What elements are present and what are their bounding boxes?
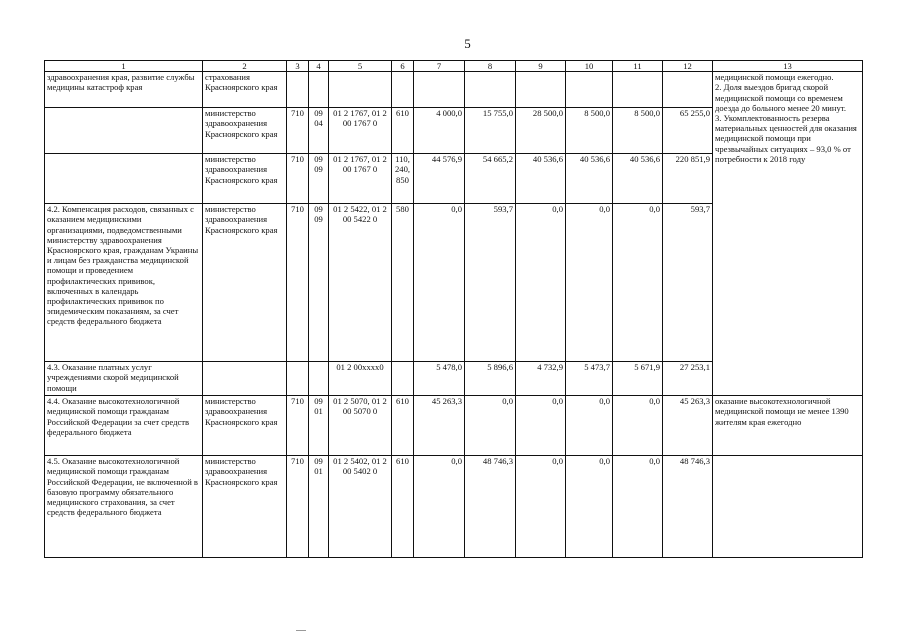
cell-col-1: [45, 154, 203, 204]
cell-col-10: 40 536,6: [566, 154, 613, 204]
cell-col-11: 0,0: [613, 204, 663, 362]
column-header-5: 5: [329, 61, 392, 72]
cell-col-6: [392, 362, 414, 396]
cell-col-11: 8 500,0: [613, 108, 663, 154]
cell-col-1: 4.3. Оказание платных услуг учреждениями скорой медицинской помощи: [45, 362, 203, 396]
page-number: 5: [464, 36, 471, 51]
cell-col-3: 710: [287, 108, 309, 154]
cell-col-1: 4.2. Компенсация расходов, связанных с оказанием медицинскими организациями, подведомственными министерству здравоохранения Красноярского края, гражданам Украины и лицам без гражданства медицинской помощи и проведением профилактических прививок, включенных в календарь профилактических прививок по эпидемическим показаниям, за счет средств федерального бюджета: [45, 204, 203, 362]
cell-col-11: 5 671,9: [613, 362, 663, 396]
cell-col-4: 09 01: [309, 456, 329, 558]
cell-col-2: страхования Красноярского края: [203, 72, 287, 108]
cell-col-2: министерство здравоохранения Красноярского края: [203, 154, 287, 204]
cell-col-11: [613, 72, 663, 108]
cell-col-4: 09 09: [309, 154, 329, 204]
cell-col-10: 0,0: [566, 396, 613, 456]
cell-col-12: 65 255,0: [663, 108, 713, 154]
cell-col-11: 0,0: [613, 396, 663, 456]
cell-col-10: 0,0: [566, 456, 613, 558]
column-header-4: 4: [309, 61, 329, 72]
cell-col-6: 610: [392, 456, 414, 558]
cell-col-4: [309, 362, 329, 396]
cell-col-9: 0,0: [516, 204, 566, 362]
cell-col-7: 45 263,3: [414, 396, 465, 456]
cell-col-4: 09 01: [309, 396, 329, 456]
cell-col-7: 0,0: [414, 204, 465, 362]
cell-col-12: 27 253,1: [663, 362, 713, 396]
cell-col-7: 0,0: [414, 456, 465, 558]
cell-col-8: 593,7: [465, 204, 516, 362]
cell-col-5: [329, 72, 392, 108]
cell-col-6: 610: [392, 396, 414, 456]
cell-col-6: 610: [392, 108, 414, 154]
column-header-3: 3: [287, 61, 309, 72]
cell-col-5: 01 2 5402, 01 2 00 5402 0: [329, 456, 392, 558]
cell-col-1: [45, 108, 203, 154]
indicators-cell: медицинской помощи ежегодно. 2. Доля выездов бригад скорой медицинской помощи со временем доезда до больного менее 20 минут. 3. Укомплектованность резерва материальных ценностей для оказания медицинской помощи при чрезвычайных ситуациях – 93,0 % от потребности к 2018 году: [713, 72, 863, 396]
cell-col-6: [392, 72, 414, 108]
cell-col-6: 580: [392, 204, 414, 362]
cell-col-5: 01 2 1767, 01 2 00 1767 0: [329, 154, 392, 204]
cell-col-10: 8 500,0: [566, 108, 613, 154]
column-header-12: 12: [663, 61, 713, 72]
table-row: [45, 456, 863, 558]
cell-col-12: 220 851,9: [663, 154, 713, 204]
cell-col-8: 15 755,0: [465, 108, 516, 154]
column-header-11: 11: [613, 61, 663, 72]
cell-col-7: 4 000,0: [414, 108, 465, 154]
table-header-row: [45, 61, 863, 72]
cell-col-11: 0,0: [613, 456, 663, 558]
cell-col-13: [713, 456, 863, 558]
cell-col-3: [287, 362, 309, 396]
cell-col-9: 0,0: [516, 456, 566, 558]
column-header-13: 13: [713, 61, 863, 72]
cell-col-12: 45 263,3: [663, 396, 713, 456]
cell-col-12: 593,7: [663, 204, 713, 362]
cell-col-3: 710: [287, 396, 309, 456]
cell-col-1: 4.5. Оказание высокотехнологичной медицинской помощи гражданам Российской Федерации, не включенной в базовую программу обязательного медицинского страхования, за счет средств федерального бюджета: [45, 456, 203, 558]
cell-col-2: министерство здравоохранения Красноярского края: [203, 396, 287, 456]
cell-col-13: оказание высокотехнологичной медицинской помощи не менее 1390 жителям края ежегодно: [713, 396, 863, 456]
column-header-7: 7: [414, 61, 465, 72]
cell-col-9: 28 500,0: [516, 108, 566, 154]
column-header-10: 10: [566, 61, 613, 72]
cell-col-1: здравоохранения края, развитие службы медицины катастроф края: [45, 72, 203, 108]
column-header-8: 8: [465, 61, 516, 72]
cell-col-4: 09 09: [309, 204, 329, 362]
cell-col-9: 40 536,6: [516, 154, 566, 204]
cell-col-8: 48 746,3: [465, 456, 516, 558]
cell-col-8: [465, 72, 516, 108]
cell-col-4: [309, 72, 329, 108]
cell-col-3: 710: [287, 154, 309, 204]
table-row: [45, 396, 863, 456]
cell-col-9: [516, 72, 566, 108]
cell-col-3: 710: [287, 456, 309, 558]
cell-col-10: 5 473,7: [566, 362, 613, 396]
cell-col-2: министерство здравоохранения Красноярского края: [203, 204, 287, 362]
cell-col-3: [287, 72, 309, 108]
cell-col-2: министерство здравоохранения Красноярского края: [203, 108, 287, 154]
cell-col-10: [566, 72, 613, 108]
cell-col-2: министерство здравоохранения Красноярского края: [203, 456, 287, 558]
cell-col-5: 01 2 00xxxx0: [329, 362, 392, 396]
column-header-9: 9: [516, 61, 566, 72]
cell-col-11: 40 536,6: [613, 154, 663, 204]
cell-col-10: 0,0: [566, 204, 613, 362]
table-row: [45, 72, 863, 108]
scan-mark: [296, 630, 306, 631]
cell-col-8: 5 896,6: [465, 362, 516, 396]
cell-col-9: 4 732,9: [516, 362, 566, 396]
cell-col-8: 0,0: [465, 396, 516, 456]
cell-col-7: [414, 72, 465, 108]
cell-col-7: 5 478,0: [414, 362, 465, 396]
cell-col-1: 4.4. Оказание высокотехнологичной медицинской помощи гражданам Российской Федерации за счет средств федерального бюджета: [45, 396, 203, 456]
column-header-6: 6: [392, 61, 414, 72]
cell-col-2: [203, 362, 287, 396]
cell-col-12: [663, 72, 713, 108]
cell-col-5: 01 2 5422, 01 2 00 5422 0: [329, 204, 392, 362]
cell-col-3: 710: [287, 204, 309, 362]
cell-col-6: 110, 240, 850: [392, 154, 414, 204]
cell-col-5: 01 2 1767, 01 2 00 1767 0: [329, 108, 392, 154]
column-header-2: 2: [203, 61, 287, 72]
cell-col-12: 48 746,3: [663, 456, 713, 558]
cell-col-4: 09 04: [309, 108, 329, 154]
cell-col-5: 01 2 5070, 01 2 00 5070 0: [329, 396, 392, 456]
budget-table: [44, 60, 863, 558]
cell-col-7: 44 576,9: [414, 154, 465, 204]
column-header-1: 1: [45, 61, 203, 72]
cell-col-9: 0,0: [516, 396, 566, 456]
cell-col-8: 54 665,2: [465, 154, 516, 204]
